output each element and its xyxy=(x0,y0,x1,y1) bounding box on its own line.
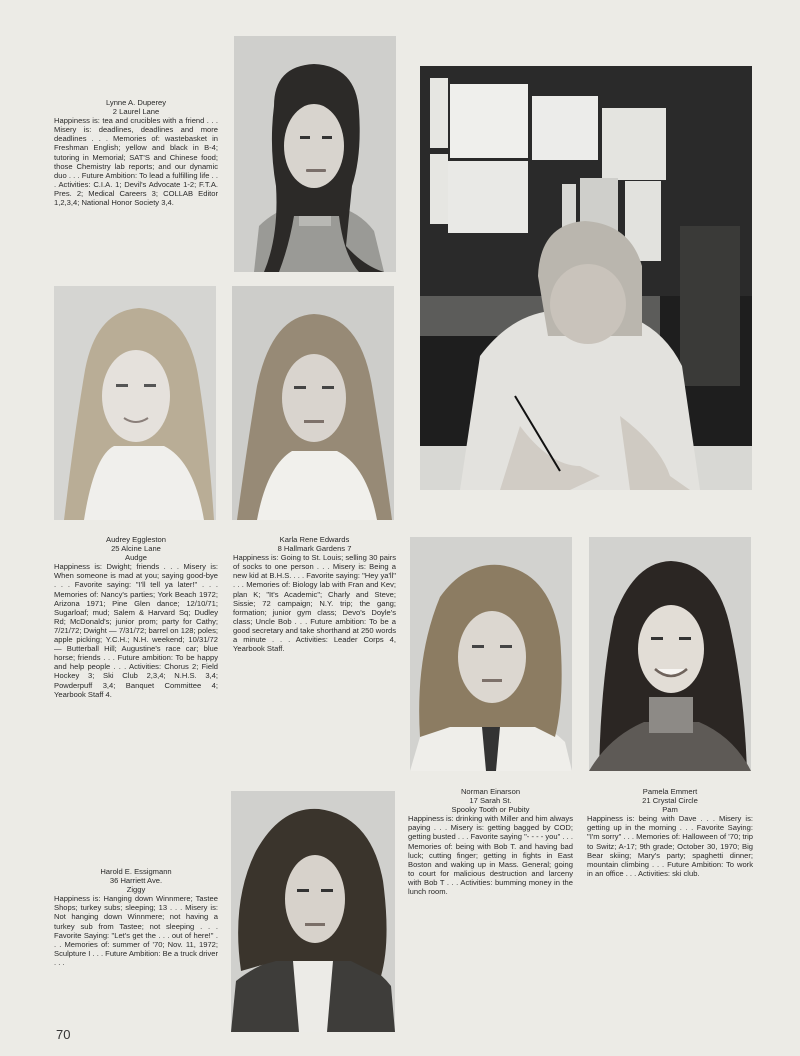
senior-name: Audrey Eggleston xyxy=(106,535,166,544)
senior-address: 21 Crystal Circle xyxy=(642,796,698,806)
bio-pamela-emmert xyxy=(587,787,753,878)
portrait-lynne-duperey xyxy=(234,36,396,272)
senior-address: 25 Alcine Lane xyxy=(111,544,161,554)
senior-bio-text: Happiness is: being with Dave . . . Misery is: getting up in the morning . . . Favorite Saying: "I'm sorry" . . . Memories of: Halloween of '70; trip to Switz; A-17; 9th grade; October 30, 1970; Big Bear skiing; Mary's party; spaghetti dinner; mountain climbing . . . Future Ambition: To work in an office . . . Activities: ski club. xyxy=(587,814,753,878)
senior-nickname: Ziggy xyxy=(126,885,146,895)
senior-address: 17 Sarah St. xyxy=(469,796,512,806)
bio-harold-essigmann xyxy=(54,867,218,967)
senior-bio-text: Happiness is: tea and crucibles with a friend . . . Misery is: deadlines, deadlines and more deadlines . . . Memories of: wastebasket in Freshman English; yellow and black in B-4; tutoring in Memorial; SAT'S and Chinese food; those Chemistry lab reports; and our dynamic duo . . . Future Ambition: To lead a fulfilling life . . . Activities: C.I.A. 1; Devil's Advocate 1-2; F.T.A. Pres. 2; Medical Careers 3; COLLAB Editor 1,2,3,4; National Honor Society 3,4. xyxy=(54,116,218,208)
senior-bio-text: Happiness is: Dwight; friends . . . Misery is: When someone is mad at you; saying good-bye . . . Favorite saying: "I'll tell ya later!" . . . Memories of: Nancy's parties; York Beach 1972; Arizona 1971; Pine Glen dance; 12/10/71; Sugarloaf; mud; Salem & Harvard Sq; Dudley Rd; McDonald's; junior prom; party for Cathy; 7/21/72; Dwight — 7/31/72; barrel on 128; poles; apple picking; Y.C.H.; N.H. weekend; 10/31/72 — Butterball Hill; Augustine's race car; blue horse; friends . . . Future ambition: To be happy and help people . . . Activities: Chorus 2; Field Hockey 3; Ski Club 2,3,4; N.H.S. 3,4; Powderpuff 3,4; Banquet Committee 4; Yearbook Staff 4. xyxy=(54,562,218,699)
senior-nickname: Pam xyxy=(662,805,678,815)
senior-name: Harold E. Essigmann xyxy=(100,867,172,876)
senior-nickname: Spooky Tooth or Pubity xyxy=(451,805,530,815)
senior-address: 36 Harriett Ave. xyxy=(109,876,163,886)
senior-address: 8 Hallmark Gardens 7 xyxy=(277,544,352,554)
portrait-norman-einarson xyxy=(410,537,572,771)
senior-bio-text: Happiness is: drinking with Miller and him always paying . . . Misery is: getting bagged by COD; getting busted . . . Favorite saying "- - - - you" . . . Memories of: being with Bob T. and having bad luck; cutting finger; getting in fights in East Boston and waking up in Mass. General; going to court for malicious destruction and larceny with Bob T . . . Activities: bumming money in the lunch room. xyxy=(408,814,573,897)
bio-norman-einarson xyxy=(408,787,573,896)
portrait-harold-essigmann xyxy=(231,791,395,1032)
senior-name: Karla Rene Edwards xyxy=(279,535,350,544)
bio-audrey-eggleston xyxy=(54,535,218,699)
bio-lynne-duperey xyxy=(54,98,218,207)
portrait-audrey-eggleston xyxy=(54,286,216,520)
bio-karla-edwards xyxy=(233,535,396,653)
senior-address: 2 Laurel Lane xyxy=(112,107,160,117)
senior-nickname: Audge xyxy=(125,553,147,563)
page-number: 70 xyxy=(56,1027,71,1042)
senior-bio-text: Happiness is: Going to St. Louis; selling 30 pairs of socks to one person . . . Misery is: Being a new kid at B.H.S. . . . Favorite saying: "Hey ya'll" . . . Memories of: Biology lab with Fran and Kev; plan K; "It's Academic"; Charly and Steve; Sissie; 72 campaign; N.Y. trip; the gang; formation; junior gym class; Devo's Doyle's class; Uncle Bob . . . Future ambition: To be a good secretary and take shorthand at 250 words a minute . . . Activities: Leader Corps 4, Yearbook Staff. xyxy=(233,553,396,654)
portrait-pamela-emmert xyxy=(589,537,751,771)
senior-name: Pamela Emmert xyxy=(642,787,698,796)
classroom-candid-photo xyxy=(420,66,752,490)
senior-name: Lynne A. Duperey xyxy=(105,98,167,107)
senior-bio-text: Happiness is: Hanging down Winnmere; Tastee Shops; turkey subs; sleeping; 13 . . . Misery is: Not hanging down Winnmere; not having a turkey sub from Tastee; not sleeping . . . Favorite Saying: "Let's get the . . . out of here!" . . . Memories of: summer of '70; Nov. 11, 1972; Sculpture I . . . Future Ambition: Be a truck driver . . . xyxy=(54,894,218,967)
portrait-karla-edwards xyxy=(232,286,394,520)
senior-name: Norman Einarson xyxy=(460,787,521,796)
